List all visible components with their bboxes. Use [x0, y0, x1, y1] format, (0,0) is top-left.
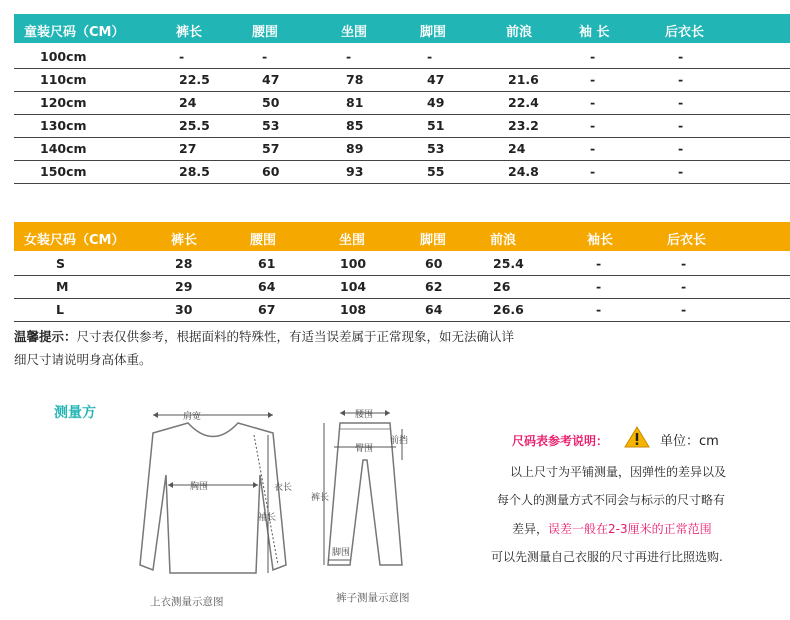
women-header-foot: 脚围: [420, 233, 447, 248]
table-cell: -: [678, 72, 684, 87]
table-cell: 27: [179, 141, 197, 156]
table-cell: 89: [346, 141, 364, 156]
table-row: [14, 252, 790, 276]
table-cell: -: [596, 279, 602, 294]
table-cell: -: [179, 49, 185, 64]
table-cell: -: [590, 49, 596, 64]
table-cell: L: [56, 302, 64, 317]
women-header-rise: 前浪: [490, 233, 517, 248]
tip-line-2: 细尺寸请说明身高体重。: [14, 352, 152, 367]
table-cell: -: [346, 49, 352, 64]
foot-label: 脚围: [332, 548, 351, 558]
table-cell: -: [590, 118, 596, 133]
table-cell: 57: [262, 141, 280, 156]
kids-header-size: 童装尺码（CM）: [24, 25, 125, 40]
table-cell: 85: [346, 118, 364, 133]
table-cell: 78: [346, 72, 364, 87]
table-cell: 53: [262, 118, 280, 133]
table-cell: 21.6: [508, 72, 539, 87]
explain-line-3: [512, 520, 712, 537]
table-cell: S: [56, 256, 66, 271]
chest-label: 胸围: [190, 482, 209, 492]
table-cell: 25.4: [493, 256, 524, 271]
table-cell: -: [427, 49, 433, 64]
table-cell: 51: [427, 118, 445, 133]
table-cell: 100: [340, 256, 367, 271]
table-cell: 60: [425, 256, 443, 271]
table-cell: -: [678, 95, 684, 110]
waist-label: 腰围: [355, 410, 374, 420]
table-cell: 55: [427, 164, 445, 179]
table-cell: 22.4: [508, 95, 539, 110]
table-cell: M: [56, 279, 69, 294]
table-row: [14, 45, 790, 69]
table-row: [14, 275, 790, 299]
table-cell: -: [590, 164, 596, 179]
table-row: [14, 160, 790, 184]
table-cell: 24.8: [508, 164, 539, 179]
table-row: [14, 298, 790, 322]
women-header-size: 女装尺码（CM）: [24, 233, 125, 248]
table-cell: 50: [262, 95, 280, 110]
table-cell: 26.6: [493, 302, 524, 317]
top-caption: 上衣测量示意图: [150, 596, 224, 608]
table-cell: -: [590, 141, 596, 156]
table-cell: -: [678, 49, 684, 64]
top-measure-diagram: [128, 405, 298, 595]
table-cell: 24: [179, 95, 197, 110]
table-cell: 53: [427, 141, 445, 156]
table-cell: -: [590, 72, 596, 87]
table-row: [14, 114, 790, 138]
measure-title: 测量方: [54, 405, 96, 421]
explain-title: 尺码表参考说明：: [512, 434, 609, 448]
warning-icon: [624, 426, 650, 448]
table-cell: -: [262, 49, 268, 64]
table-cell: 26: [493, 279, 511, 294]
pants-length-label: 裤长: [311, 493, 330, 503]
table-cell: 93: [346, 164, 364, 179]
table-cell: -: [678, 118, 684, 133]
explain-line-4: 可以先测量自己衣服的尺寸再进行比照选购.: [491, 550, 723, 564]
women-table-header: [14, 222, 790, 251]
table-row: [14, 91, 790, 115]
pants-measure-diagram: [310, 405, 420, 585]
table-cell: 104: [340, 279, 367, 294]
table-cell: 29: [175, 279, 193, 294]
length-label: 衣长: [274, 483, 293, 493]
kids-header-sleeve: 袖 长: [579, 25, 610, 40]
table-cell: 100cm: [40, 49, 87, 64]
table-cell: 28.5: [179, 164, 210, 179]
women-header-sleeve: 袖长: [587, 233, 614, 248]
table-cell: 47: [262, 72, 280, 87]
table-cell: 30: [175, 302, 193, 317]
table-cell: -: [678, 141, 684, 156]
women-header-back-length: 后衣长: [667, 233, 707, 248]
explain-line-3-prefix: 差异，: [512, 522, 549, 536]
table-cell: 64: [258, 279, 276, 294]
tip-line-1: [14, 327, 514, 345]
table-cell: -: [681, 279, 687, 294]
table-cell: 110cm: [40, 72, 87, 87]
explain-line-2: 每个人的测量方式不同会与标示的尺寸略有: [497, 493, 726, 507]
kids-table-header: [14, 14, 790, 43]
table-cell: 49: [427, 95, 445, 110]
table-cell: 23.2: [508, 118, 539, 133]
table-cell: -: [590, 95, 596, 110]
rise-label: 前挡: [390, 436, 409, 446]
table-cell: 60: [262, 164, 280, 179]
table-cell: -: [681, 302, 687, 317]
explain-highlight: 误差一般在2-3厘米的正常范围: [548, 522, 712, 536]
table-row: [14, 68, 790, 92]
table-cell: -: [681, 256, 687, 271]
table-cell: 130cm: [40, 118, 87, 133]
women-header-hip: 坐围: [339, 233, 366, 248]
sleeve-label: 袖长: [258, 513, 277, 523]
women-header-pants-length: 裤长: [171, 233, 198, 248]
shoulder-label: 肩宽: [183, 412, 202, 422]
table-cell: 81: [346, 95, 364, 110]
unit-label: 单位：cm: [660, 434, 719, 449]
table-cell: 120cm: [40, 95, 87, 110]
table-cell: 108: [340, 302, 367, 317]
table-cell: -: [596, 256, 602, 271]
tip-text-1: 尺寸表仅供参考，根据面料的特殊性，有适当误差属于正常现象，如无法确认详: [76, 329, 515, 344]
explain-line-1: 以上尺寸为平铺测量，因弹性的差异以及: [510, 465, 727, 479]
table-cell: 28: [175, 256, 193, 271]
hip-label: 臀围: [355, 444, 374, 454]
table-cell: -: [678, 164, 684, 179]
pants-caption: 裤子测量示意图: [336, 592, 410, 604]
table-cell: 140cm: [40, 141, 87, 156]
table-cell: 67: [258, 302, 276, 317]
tip-label: 温馨提示：: [14, 329, 77, 344]
table-cell: 61: [258, 256, 276, 271]
table-cell: -: [596, 302, 602, 317]
kids-header-waist: 腰围: [252, 25, 279, 40]
table-cell: 22.5: [179, 72, 210, 87]
table-row: [14, 137, 790, 161]
kids-header-rise: 前浪: [506, 25, 533, 40]
table-cell: 25.5: [179, 118, 210, 133]
kids-header-pants-length: 裤长: [176, 25, 203, 40]
table-cell: 47: [427, 72, 445, 87]
kids-header-back-length: 后衣长: [665, 25, 705, 40]
kids-header-hip: 坐围: [341, 25, 368, 40]
table-cell: 24: [508, 141, 526, 156]
table-cell: 150cm: [40, 164, 87, 179]
table-cell: 62: [425, 279, 443, 294]
table-cell: 64: [425, 302, 443, 317]
kids-header-foot: 脚围: [420, 25, 447, 40]
women-header-waist: 腰围: [250, 233, 277, 248]
